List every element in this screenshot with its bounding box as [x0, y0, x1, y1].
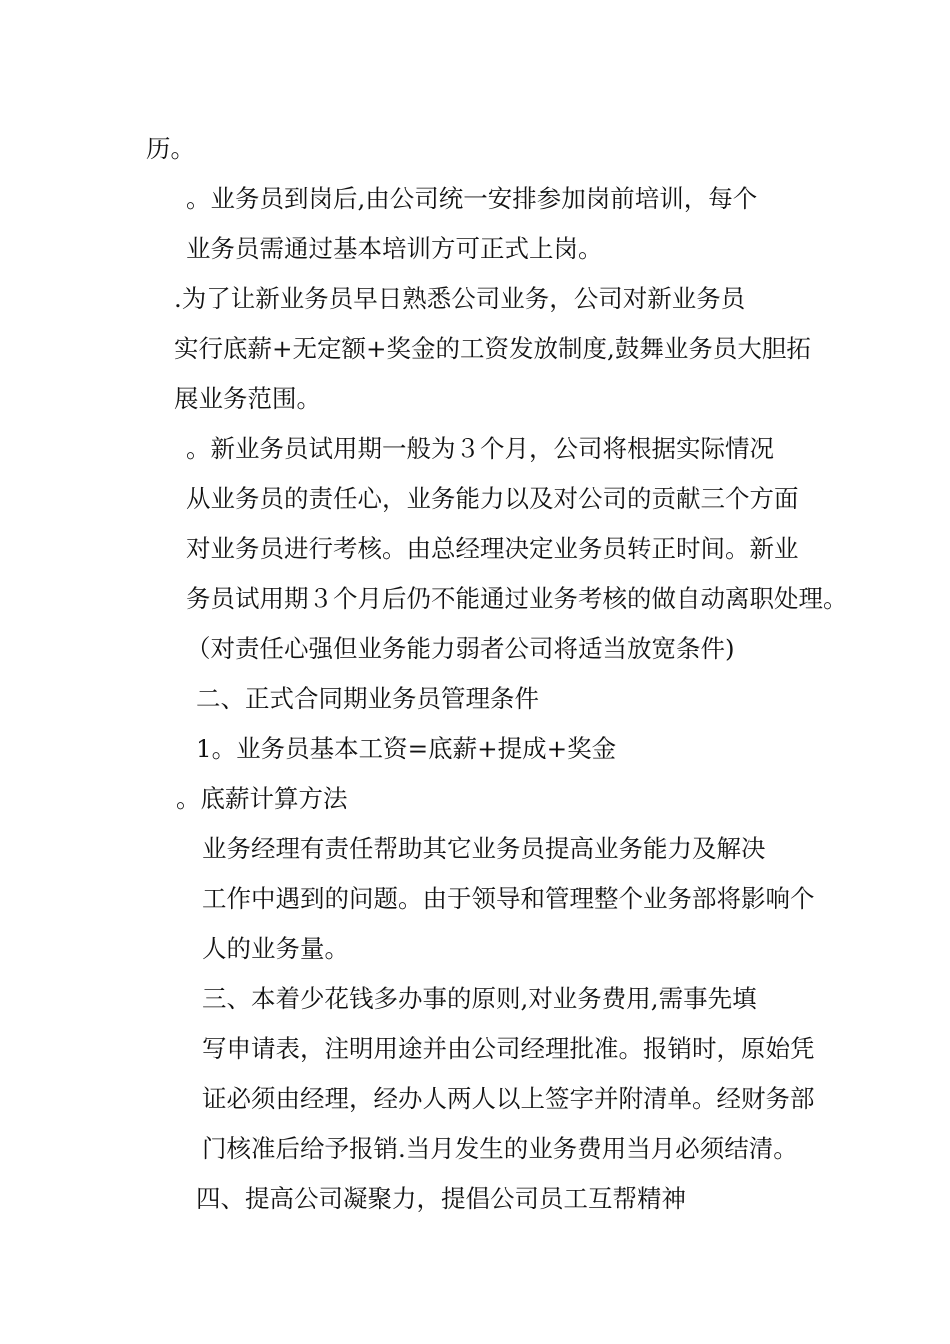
text-line: 三、本着少花钱多办事的原则,对业务费用,需事先填: [202, 984, 757, 1013]
text-line: 业务员需通过基本培训方可正式上岗。: [186, 234, 603, 263]
text-line: 证必须由经理，经办人两人以上签字并附清单。经财务部: [202, 1084, 815, 1113]
text-line: 业务经理有责任帮助其它业务员提高业务能力及解决: [202, 834, 766, 863]
text-line: .为了让新业务员早日熟悉公司业务，公司对新业务员: [174, 284, 746, 313]
text-line: 展业务范围。: [174, 384, 321, 413]
text-line: 工作中遇到的问题。由于领导和管理整个业务部将影响个: [202, 884, 815, 913]
section-heading-4: [146, 1174, 818, 1224]
section-heading-2: [146, 674, 818, 724]
heading-line: 二、正式合同期业务员管理条件: [196, 684, 539, 713]
text-line: 从业务员的责任心，业务能力以及对公司的贡献三个方面: [186, 484, 799, 513]
paragraph-base-salary-method: [146, 774, 818, 824]
text-line: 门核准后给予报销.当月发生的业务费用当月必须结清。: [202, 1134, 798, 1163]
section-heading-3: [146, 974, 818, 1174]
heading-line: 四、提高公司凝聚力，提倡公司员工互帮精神: [196, 1184, 686, 1213]
text-line: 。底薪计算方法: [176, 784, 348, 813]
paragraph-probation: [146, 424, 848, 674]
text-line: 实行底薪+无定额+奖金的工资发放制度,鼓舞业务员大胆拓: [174, 334, 811, 363]
text-line: 写申请表，注明用途并由公司经理批准。报销时，原始凭: [202, 1034, 815, 1063]
text-line: 务员试用期３个月后仍不能通过业务考核的做自动离职处理。: [186, 584, 848, 613]
paragraph-salary-system: [146, 274, 818, 424]
paragraph-base-salary: [146, 724, 818, 774]
text-line: 1。业务员基本工资=底薪+提成+奖金: [196, 734, 617, 763]
text-line: 。新业务员试用期一般为３个月，公司将根据实际情况: [186, 434, 774, 463]
text-line: （对责任心强但业务能力弱者公司将适当放宽条件): [186, 634, 735, 663]
paragraph-manager-duty: [146, 824, 818, 974]
text-line: 对业务员进行考核。由总经理决定业务员转正时间。新业: [186, 534, 799, 563]
paragraph-continuation: [146, 124, 818, 174]
text-line: 历。: [146, 134, 195, 163]
text-line: 。业务员到岗后,由公司统一安排参加岗前培训，每个: [186, 184, 758, 213]
paragraph-training: [146, 174, 818, 274]
text-line: 人的业务量。: [202, 934, 349, 963]
document-body: [146, 124, 848, 1224]
